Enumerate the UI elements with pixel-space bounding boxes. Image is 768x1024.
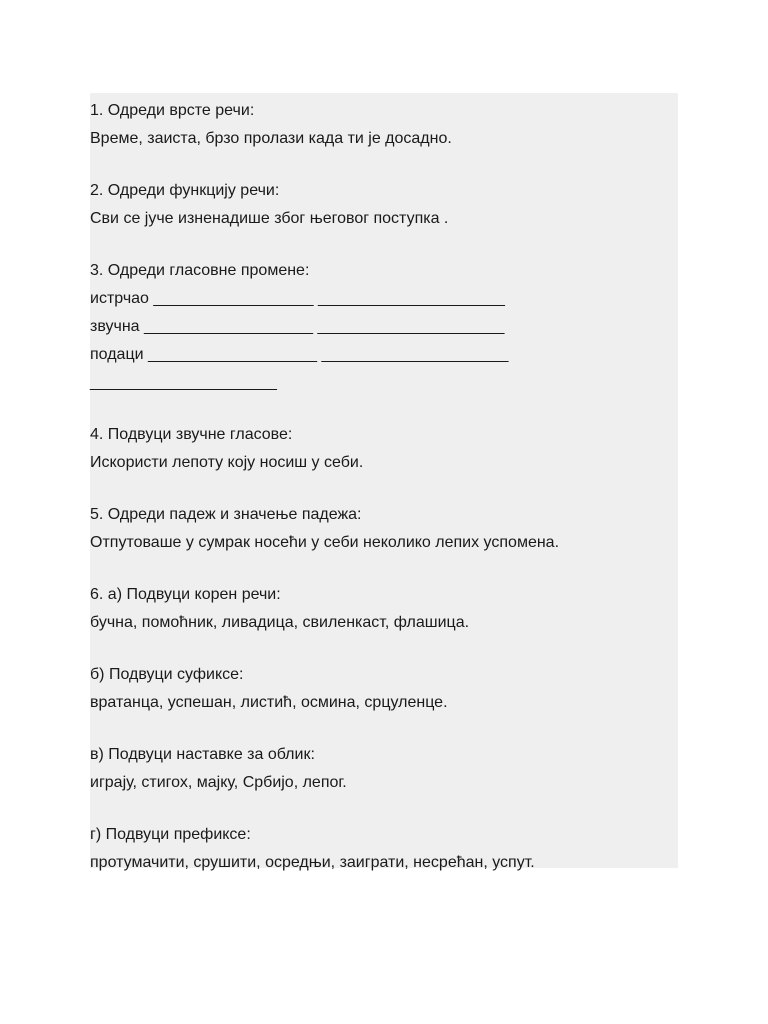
exercise-line: истрчао __________________ _____________________ [90, 290, 505, 307]
exercise-title: 3. Одреди гласовне промене: [90, 262, 310, 279]
spacer [90, 640, 678, 664]
exercise-6v [90, 744, 678, 800]
exercise-6b [90, 664, 678, 720]
exercise-line: Сви се јуче изненадише због његовог поступка . [90, 210, 449, 227]
exercise-title: 2. Одреди функцију речи: [90, 182, 280, 199]
exercise-title: б) Подвуци суфиксе: [90, 666, 244, 683]
exercise-title: 6. а) Подвуци корен речи: [90, 586, 281, 603]
exercise-2 [90, 180, 678, 236]
exercise-title: в) Подвуци наставке за облик: [90, 746, 315, 763]
spacer [90, 800, 678, 824]
exercise-1 [90, 100, 678, 156]
exercise-line: Искористи лепоту коју носиш у себи. [90, 454, 364, 471]
exercise-4 [90, 424, 678, 480]
exercise-line: _____________________ [90, 374, 277, 391]
exercise-3 [90, 260, 678, 400]
exercise-line: вратанца, успешан, листић, осмина, срцуленце. [90, 694, 448, 711]
exercise-title: 4. Подвуци звучне гласове: [90, 426, 293, 443]
exercise-line: протумачити, срушити, осредњи, заиграти, несрећан, успут. [90, 854, 535, 871]
spacer [90, 236, 678, 260]
exercise-6a [90, 584, 678, 640]
exercise-title: 1. Одреди врсте речи: [90, 102, 255, 119]
spacer [90, 400, 678, 424]
spacer [90, 480, 678, 504]
spacer [90, 720, 678, 744]
exercise-line: подаци ___________________ _____________________ [90, 346, 509, 363]
exercise-line: играју, стигох, мајку, Србијо, лепог. [90, 774, 347, 791]
exercise-line: Отпутоваше у сумрак носећи у себи неколико лепих успомена. [90, 534, 560, 551]
exercise-line: Време, заиста, брзо пролази када ти је досадно. [90, 130, 452, 147]
spacer [90, 560, 678, 584]
spacer [90, 156, 678, 180]
exercise-5 [90, 504, 678, 560]
exercise-line: бучна, помоћник, ливадица, свиленкаст, флашица. [90, 614, 470, 631]
worksheet-body [90, 93, 678, 871]
exercise-line: звучна ___________________ _____________________ [90, 318, 505, 335]
exercise-title: г) Подвуци префиксе: [90, 826, 251, 843]
exercise-title: 5. Одреди падеж и значење падежа: [90, 506, 362, 523]
exercise-6g [90, 824, 678, 880]
